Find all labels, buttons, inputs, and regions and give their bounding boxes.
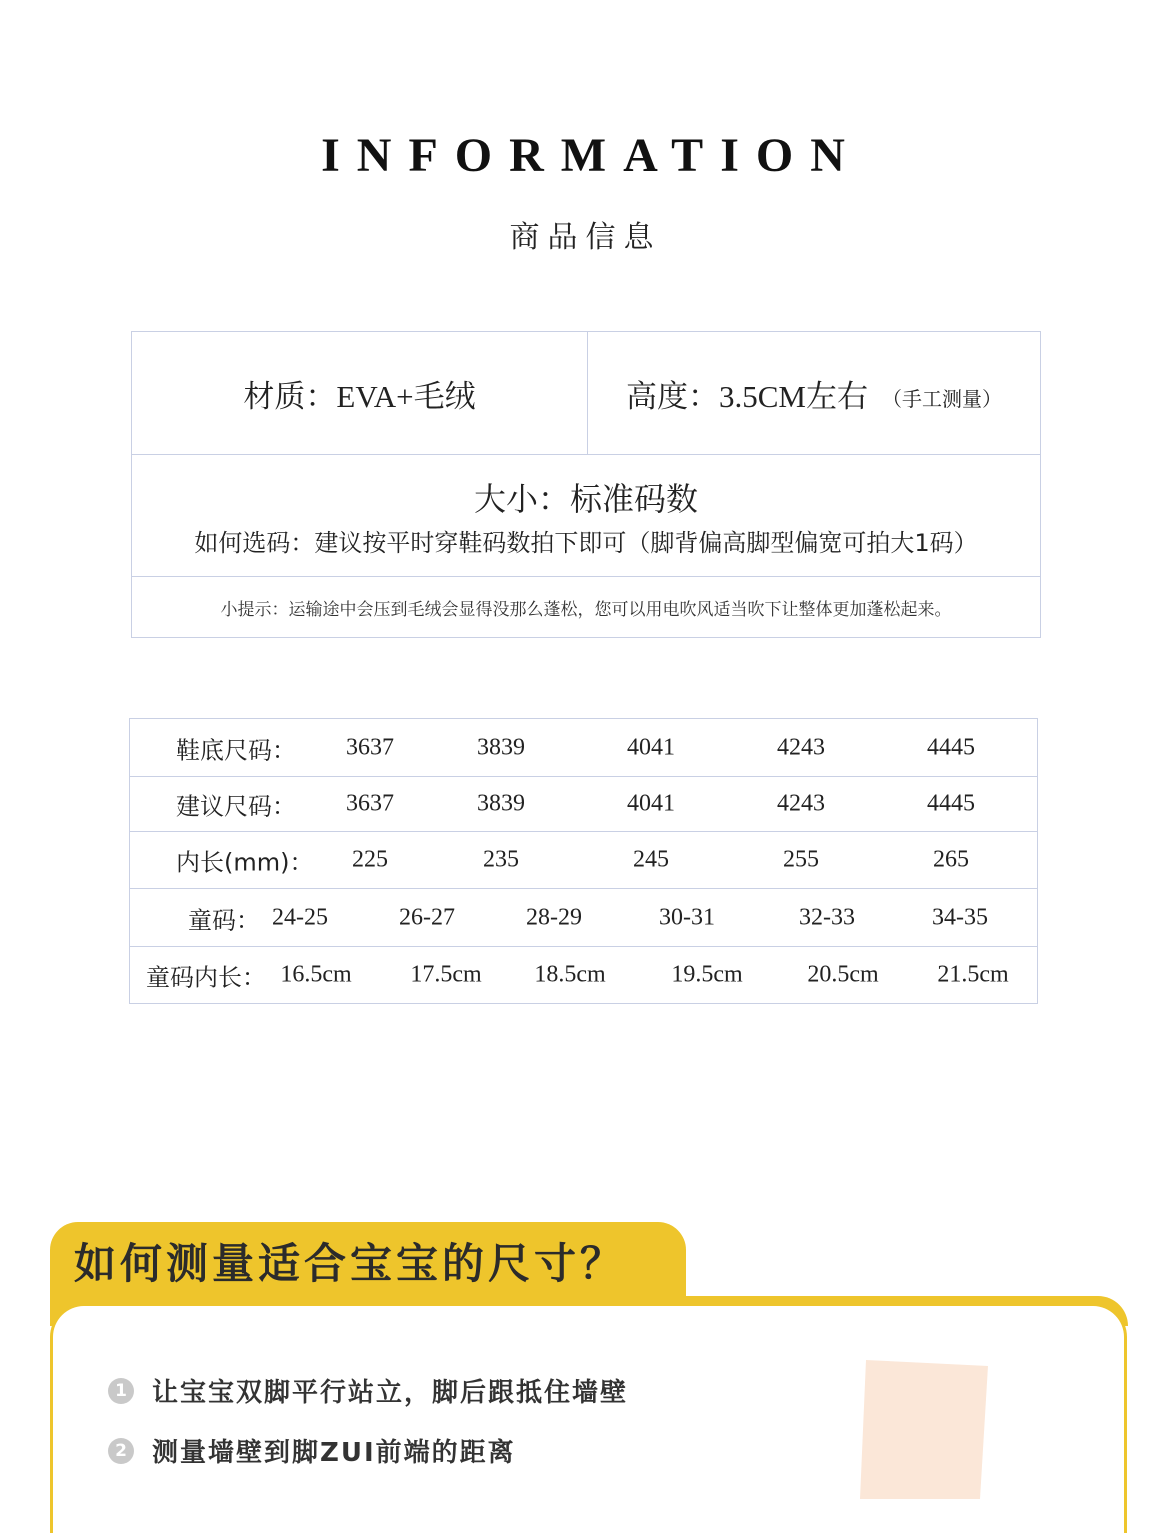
table-row [130, 889, 1037, 947]
table-cell: 255 [783, 846, 819, 873]
table-cell: 32-33 [799, 904, 855, 930]
height-label: 高度： [626, 378, 719, 415]
table-row [130, 832, 1037, 889]
table-cell: 245 [633, 846, 669, 873]
step-number-badge: 2 [108, 1438, 134, 1464]
product-info-table [131, 331, 1041, 638]
table-row [130, 719, 1037, 777]
title-cn: 商品信息 [509, 220, 662, 255]
info-row-tip [132, 577, 1040, 637]
measure-title: 如何测量适合宝宝的尺寸？ [74, 1239, 627, 1288]
table-cell: 4445 [927, 734, 975, 760]
table-cell: 16.5cm [280, 961, 352, 987]
title-en: INFORMATION [321, 129, 862, 182]
table-cell: 30-31 [659, 904, 715, 930]
height-note: （手工测量） [882, 386, 1002, 411]
table-cell: 235 [483, 846, 519, 873]
table-cell: 4243 [777, 734, 825, 760]
row-label: 建议尺码： [176, 792, 296, 821]
table-cell: 3839 [477, 790, 525, 817]
row-label: 内长(mm)： [176, 848, 314, 877]
table-cell: 17.5cm [410, 961, 482, 987]
table-cell: 19.5cm [671, 961, 743, 987]
material-cell [132, 332, 588, 454]
height-value: 3.5CM左右 [719, 378, 868, 414]
table-row [130, 777, 1037, 832]
table-row [130, 947, 1037, 1002]
table-cell: 24-25 [272, 904, 328, 930]
info-row-size [132, 455, 1040, 577]
table-cell: 26-27 [399, 904, 455, 930]
size-advice: 如何选码：建议按平时穿鞋码数拍下即可（脚背偏高脚型偏宽可拍大1码） [194, 529, 978, 557]
table-cell: 3839 [477, 734, 525, 760]
table-cell: 18.5cm [534, 961, 606, 987]
size-chart-table [129, 718, 1038, 1004]
table-cell: 3637 [346, 790, 394, 817]
table-cell: 225 [352, 846, 388, 873]
size-title: 大小：标准码数 [473, 480, 698, 518]
height-cell [588, 332, 1040, 454]
table-cell: 4041 [627, 790, 675, 817]
info-row-material-height [132, 332, 1040, 455]
measure-step [108, 1432, 516, 1469]
row-label: 童码： [188, 906, 260, 934]
step-text: 测量墙壁到脚ZUI前端的距离 [152, 1438, 516, 1468]
material-label: 材质： [243, 378, 337, 415]
table-cell: 21.5cm [937, 961, 1009, 987]
material-value: EVA+毛绒 [336, 378, 476, 414]
table-cell: 265 [933, 846, 969, 873]
table-cell: 34-35 [932, 904, 988, 930]
measure-step [108, 1372, 628, 1409]
table-cell: 4445 [927, 790, 975, 817]
step-number-badge: 1 [108, 1378, 134, 1404]
tip-text: 小提示：运输途中会压到毛绒会显得没那么蓬松，您可以用电吹风适当吹下让整体更加蓬松起来。 [220, 599, 952, 620]
table-cell: 28-29 [526, 904, 582, 930]
table-cell: 3637 [346, 734, 394, 760]
step-text: 让宝宝双脚平行站立，脚后跟抵住墙壁 [152, 1378, 629, 1408]
table-cell: 20.5cm [807, 961, 879, 987]
table-cell: 4243 [777, 790, 825, 817]
row-label: 童码内长： [146, 963, 266, 991]
row-label: 鞋底尺码： [176, 736, 296, 764]
table-cell: 4041 [627, 734, 675, 760]
foot-illustration-icon [860, 1356, 1000, 1499]
